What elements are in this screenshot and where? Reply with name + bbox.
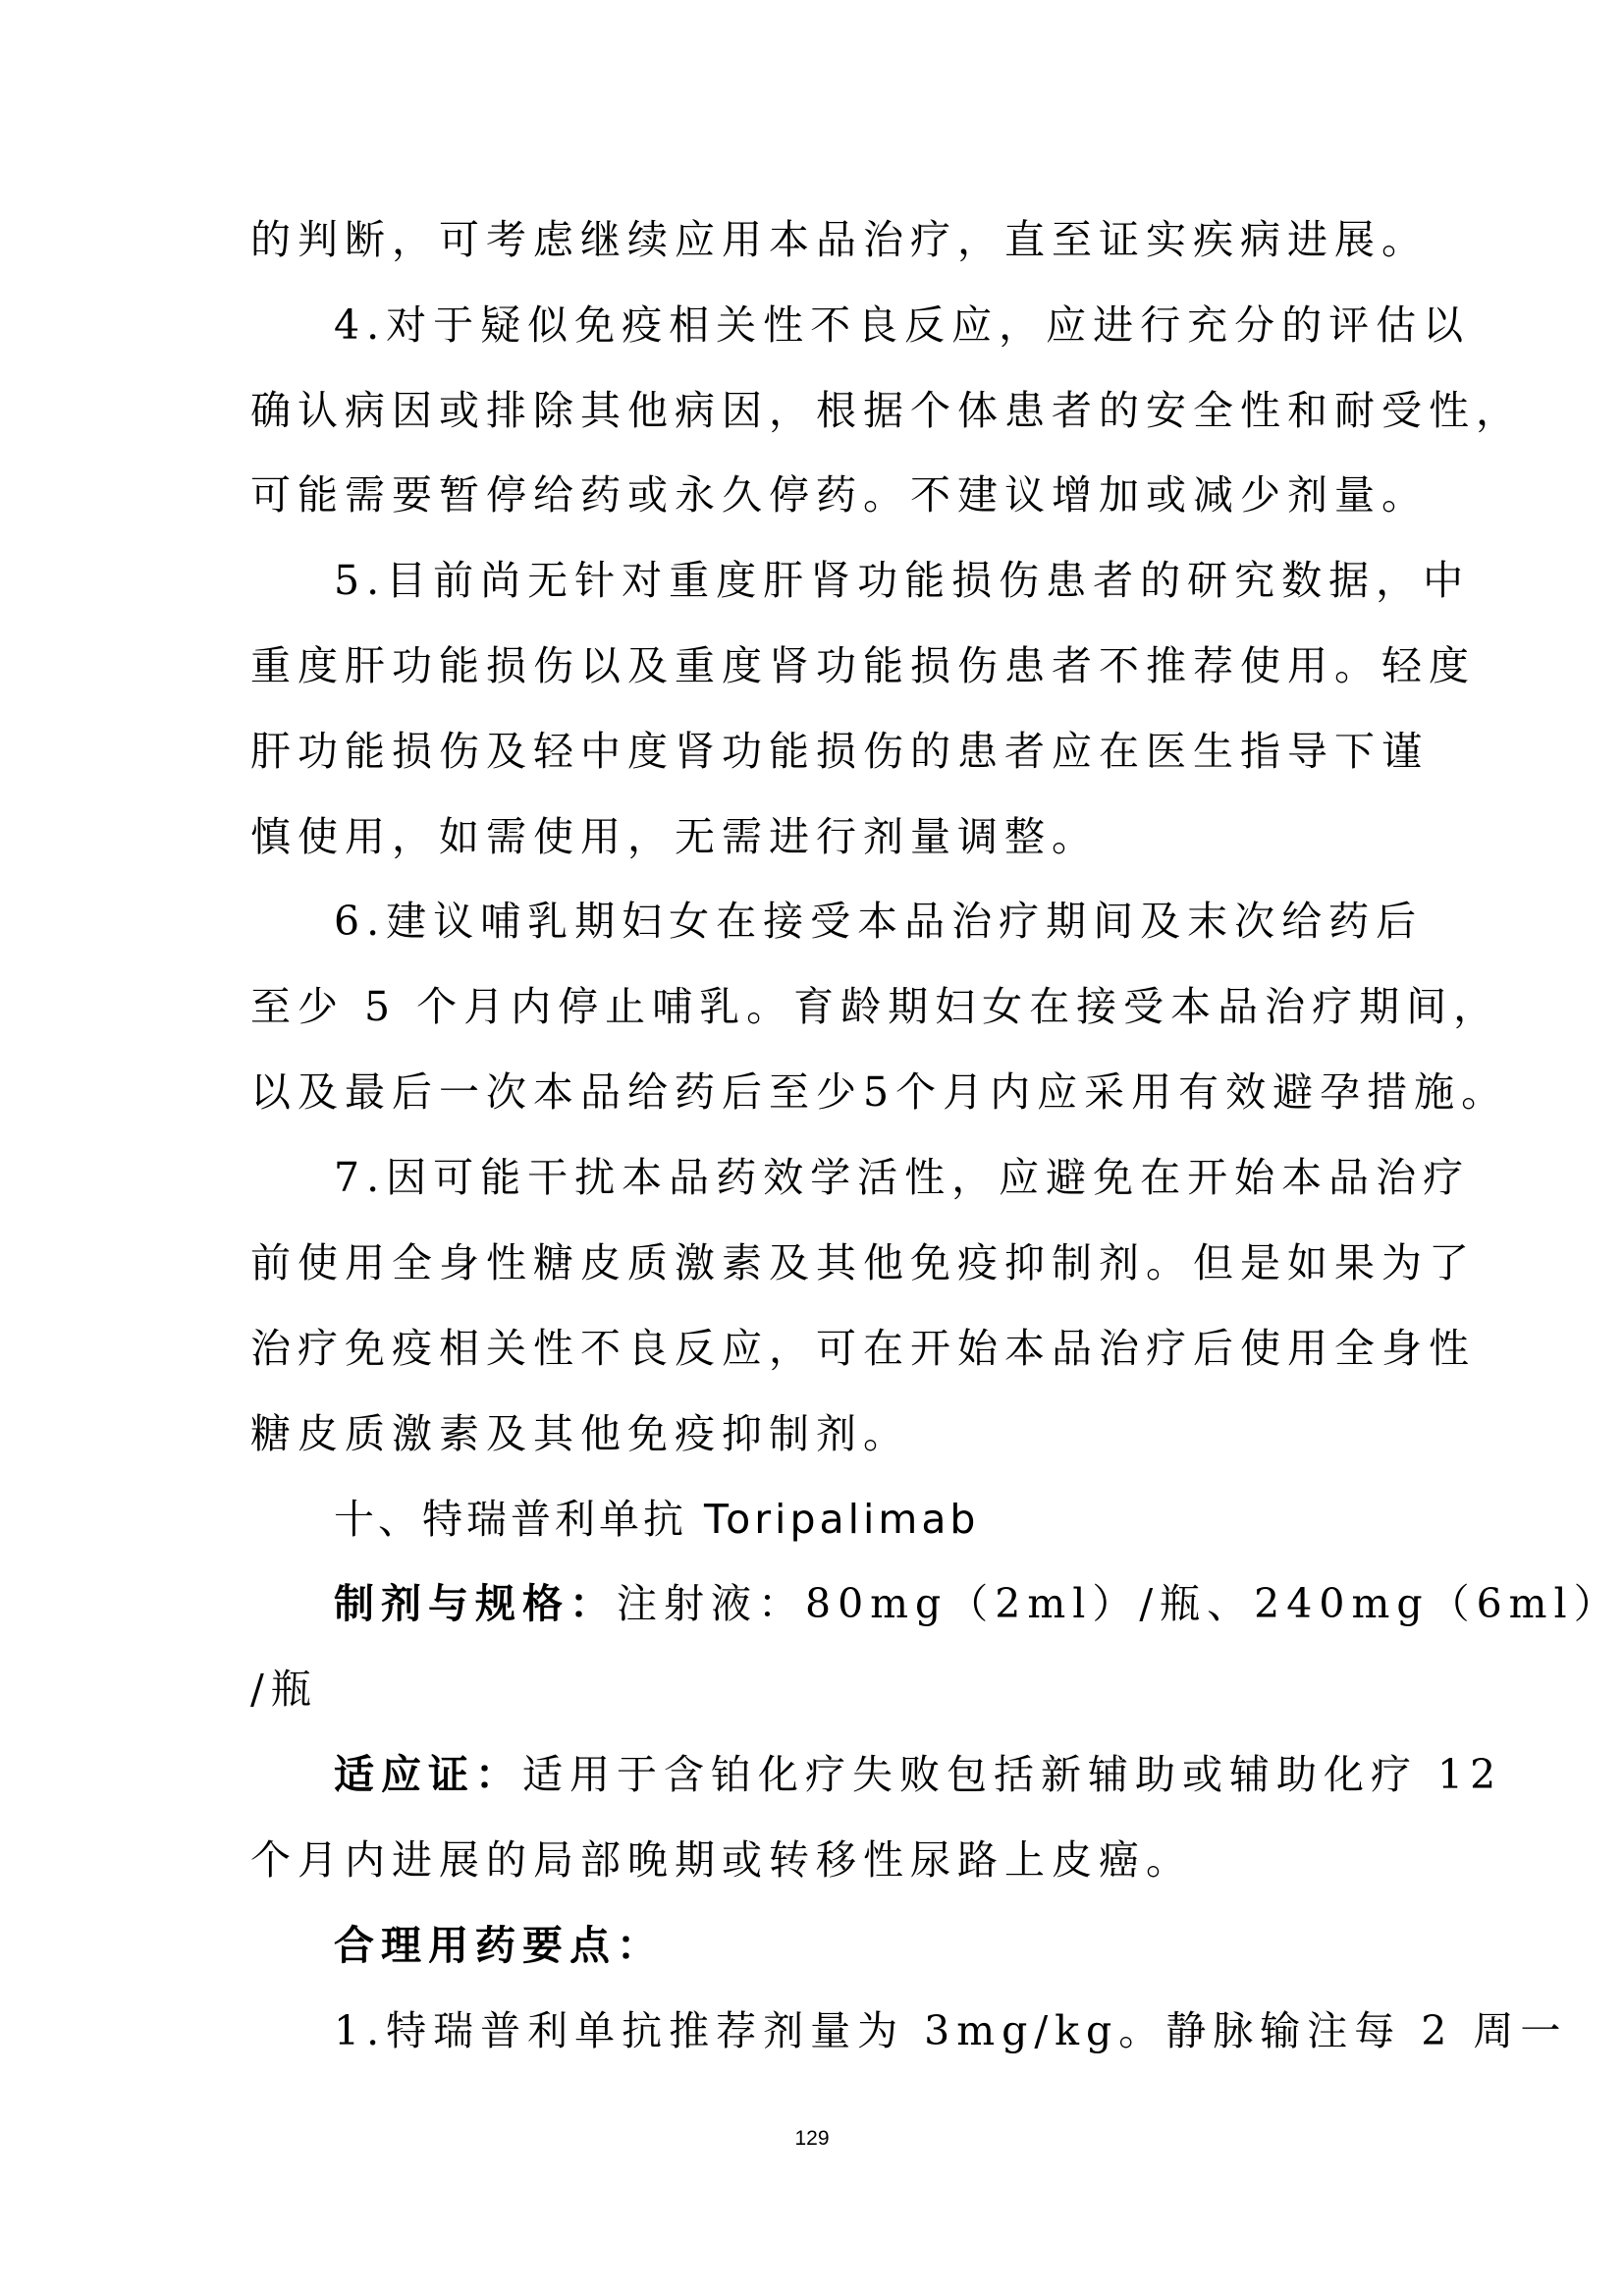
section-heading: 十、特瑞普利单抗 Toripalimab: [334, 1496, 980, 1543]
body-text-line: 治疗免疫相关性不良反应，可在开始本品治疗后使用全身性: [250, 1325, 1476, 1372]
list-item-5: 5.目前尚无针对重度肝肾功能损伤患者的研究数据，中: [334, 557, 1471, 604]
page-number: 129: [794, 2127, 830, 2150]
body-text-line: 慎使用，如需使用，无需进行剂量调整。: [250, 813, 1099, 860]
list-item-4: 4.对于疑似免疫相关性不良反应，应进行充分的评估以: [334, 301, 1471, 349]
indication-text: 适用于含铂化疗失败包括新辅助或辅助化疗 12: [522, 1751, 1503, 1798]
body-text-line: 糖皮质激素及其他免疫抑制剂。: [250, 1410, 910, 1457]
spec-label: 制剂与规格：: [334, 1580, 617, 1627]
indication-line: [334, 1745, 1502, 1804]
body-text-line: 肝功能损伤及轻中度肾功能损伤的患者应在医生指导下谨: [250, 728, 1429, 775]
list-item-7: 7.因可能干扰本品药效学活性，应避免在开始本品治疗: [334, 1154, 1471, 1201]
spec-line: [334, 1574, 1621, 1633]
spec-text: 注射液：80mg（2ml）/瓶、240mg（6ml）: [617, 1580, 1621, 1627]
list-item-6: 6.建议哺乳期妇女在接受本品治疗期间及末次给药后: [334, 898, 1424, 945]
body-text-line: 重度肝功能损伤以及重度肾功能损伤患者不推荐使用。轻度: [250, 642, 1476, 689]
body-text-line: 至少 5 个月内停止哺乳。育龄期妇女在接受本品治疗期间，: [250, 983, 1501, 1030]
body-text-line: 以及最后一次本品给药后至少5个月内应采用有效避孕措施。: [250, 1068, 1509, 1116]
usage-item-1: 1.特瑞普利单抗推荐剂量为 3mg/kg。静脉输注每 2 周一: [334, 2007, 1568, 2054]
usage-heading: 合理用药要点：: [334, 1922, 664, 1969]
indication-label: 适应证：: [334, 1751, 522, 1798]
body-text-line: 前使用全身性糖皮质激素及其他免疫抑制剂。但是如果为了: [250, 1239, 1476, 1286]
indication-continuation: 个月内进展的局部晚期或转移性尿路上皮癌。: [250, 1836, 1193, 1884]
body-text-line: 可能需要暂停给药或永久停药。不建议增加或减少剂量。: [250, 471, 1429, 519]
spec-continuation: /瓶: [250, 1666, 318, 1713]
body-text-line: 的判断，可考虑继续应用本品治疗，直至证实疾病进展。: [250, 216, 1429, 263]
body-text-line: 确认病因或排除其他病因，根据个体患者的安全性和耐受性，: [250, 387, 1523, 434]
